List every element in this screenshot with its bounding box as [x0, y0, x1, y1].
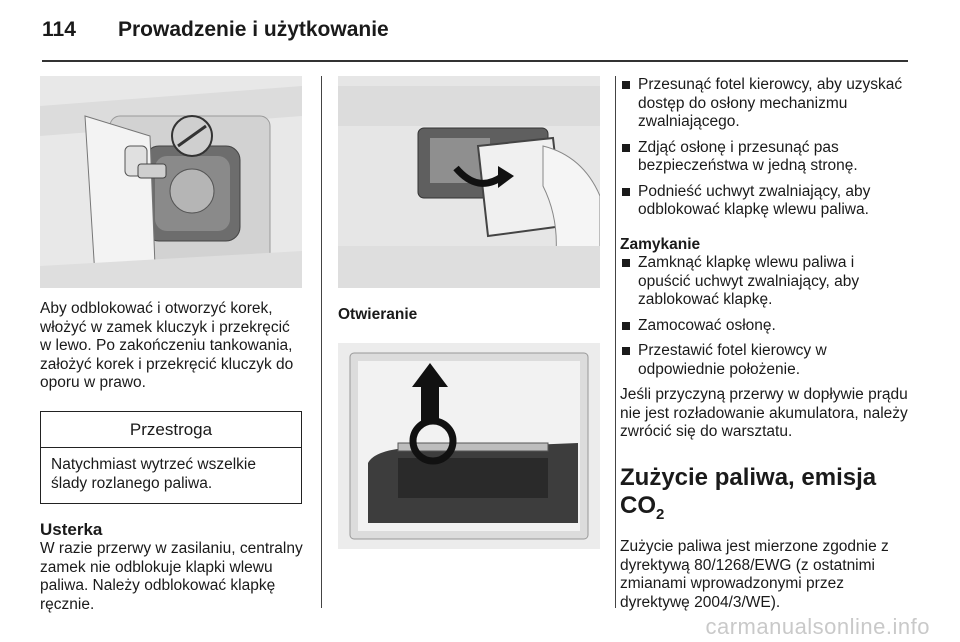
- caution-title: Przestroga: [41, 412, 301, 449]
- workshop-note: Jeśli przyczyną przerwy w dopływie prądu nie jest rozładowanie akumulatora, należy zwrócić się do warsztatu.: [620, 386, 908, 440]
- opening-label: Otwieranie: [338, 306, 418, 323]
- closing-label: Zamykanie: [620, 235, 701, 253]
- page-number: 114: [42, 18, 76, 41]
- caution-text: Natychmiast wytrzeć wszelkie ślady rozlanego paliwa.: [51, 456, 256, 492]
- page-header: [42, 18, 389, 48]
- list-item: Zamknąć klapkę wlewu paliwa i opuścić uchwyt zwalniający, aby zablokować klapkę.: [620, 254, 910, 310]
- column-3: [620, 76, 910, 612]
- fuel-consumption-heading: Zużycie paliwa, emisja $CO_2$: [620, 463, 877, 523]
- list-item: Zdjąć osłonę i przesunąć pas bezpieczeństwa w jedną stronę.: [620, 139, 910, 176]
- fault-text: W razie przerwy w zasilaniu, centralny zamek nie odblokuje klapki wlewu paliwa. Należy odblokować klapkę ręcznie.: [40, 540, 303, 613]
- column-divider-1: [321, 76, 322, 608]
- column-divider-2: [615, 76, 616, 608]
- open-steps-list: [620, 76, 910, 220]
- bullet-icon: [622, 259, 630, 267]
- bullet-icon: [622, 188, 630, 196]
- caution-box: [40, 411, 302, 505]
- unlock-paragraph: Aby odblokować i otworzyć korek, włożyć w zamek kluczyk i przekręcić w lewo. Po zakończeniu tankowania, założyć korek i przekręcić kluczyk do oporu w prawo.: [40, 300, 294, 391]
- close-steps-list: [620, 254, 910, 379]
- fuel-consumption-text: Zużycie paliwa jest mierzone zgodnie z dyrektywą 80/1268/EWG (z ostatnimi zmianami wprowadzonymi przez dyrektywę 2004/3/WE).: [620, 538, 889, 611]
- list-item: Przesunąć fotel kierowcy, aby uzyskać dostęp do osłony mechanizmu zwalniającego.: [620, 76, 910, 132]
- release-cover-illustration: [338, 76, 600, 288]
- list-item: Zamocować osłonę.: [620, 317, 910, 336]
- bullet-icon: [622, 81, 630, 89]
- fuel-cap-illustration: [40, 76, 302, 288]
- fault-heading: Usterka: [40, 520, 103, 539]
- watermark: carmanualsonline.info: [705, 614, 930, 639]
- bullet-icon: [622, 347, 630, 355]
- list-item: Podnieść uchwyt zwalniający, aby odblokować klapkę wlewu paliwa.: [620, 183, 910, 220]
- list-item: Przestawić fotel kierowcy w odpowiednie położenie.: [620, 342, 910, 379]
- column-2: [338, 76, 606, 549]
- header-divider: [42, 60, 908, 62]
- page-title: Prowadzenie i użytkowanie: [118, 18, 389, 41]
- release-handle-illustration: [338, 343, 600, 549]
- bullet-icon: [622, 144, 630, 152]
- bullet-icon: [622, 322, 630, 330]
- column-1: [40, 76, 304, 614]
